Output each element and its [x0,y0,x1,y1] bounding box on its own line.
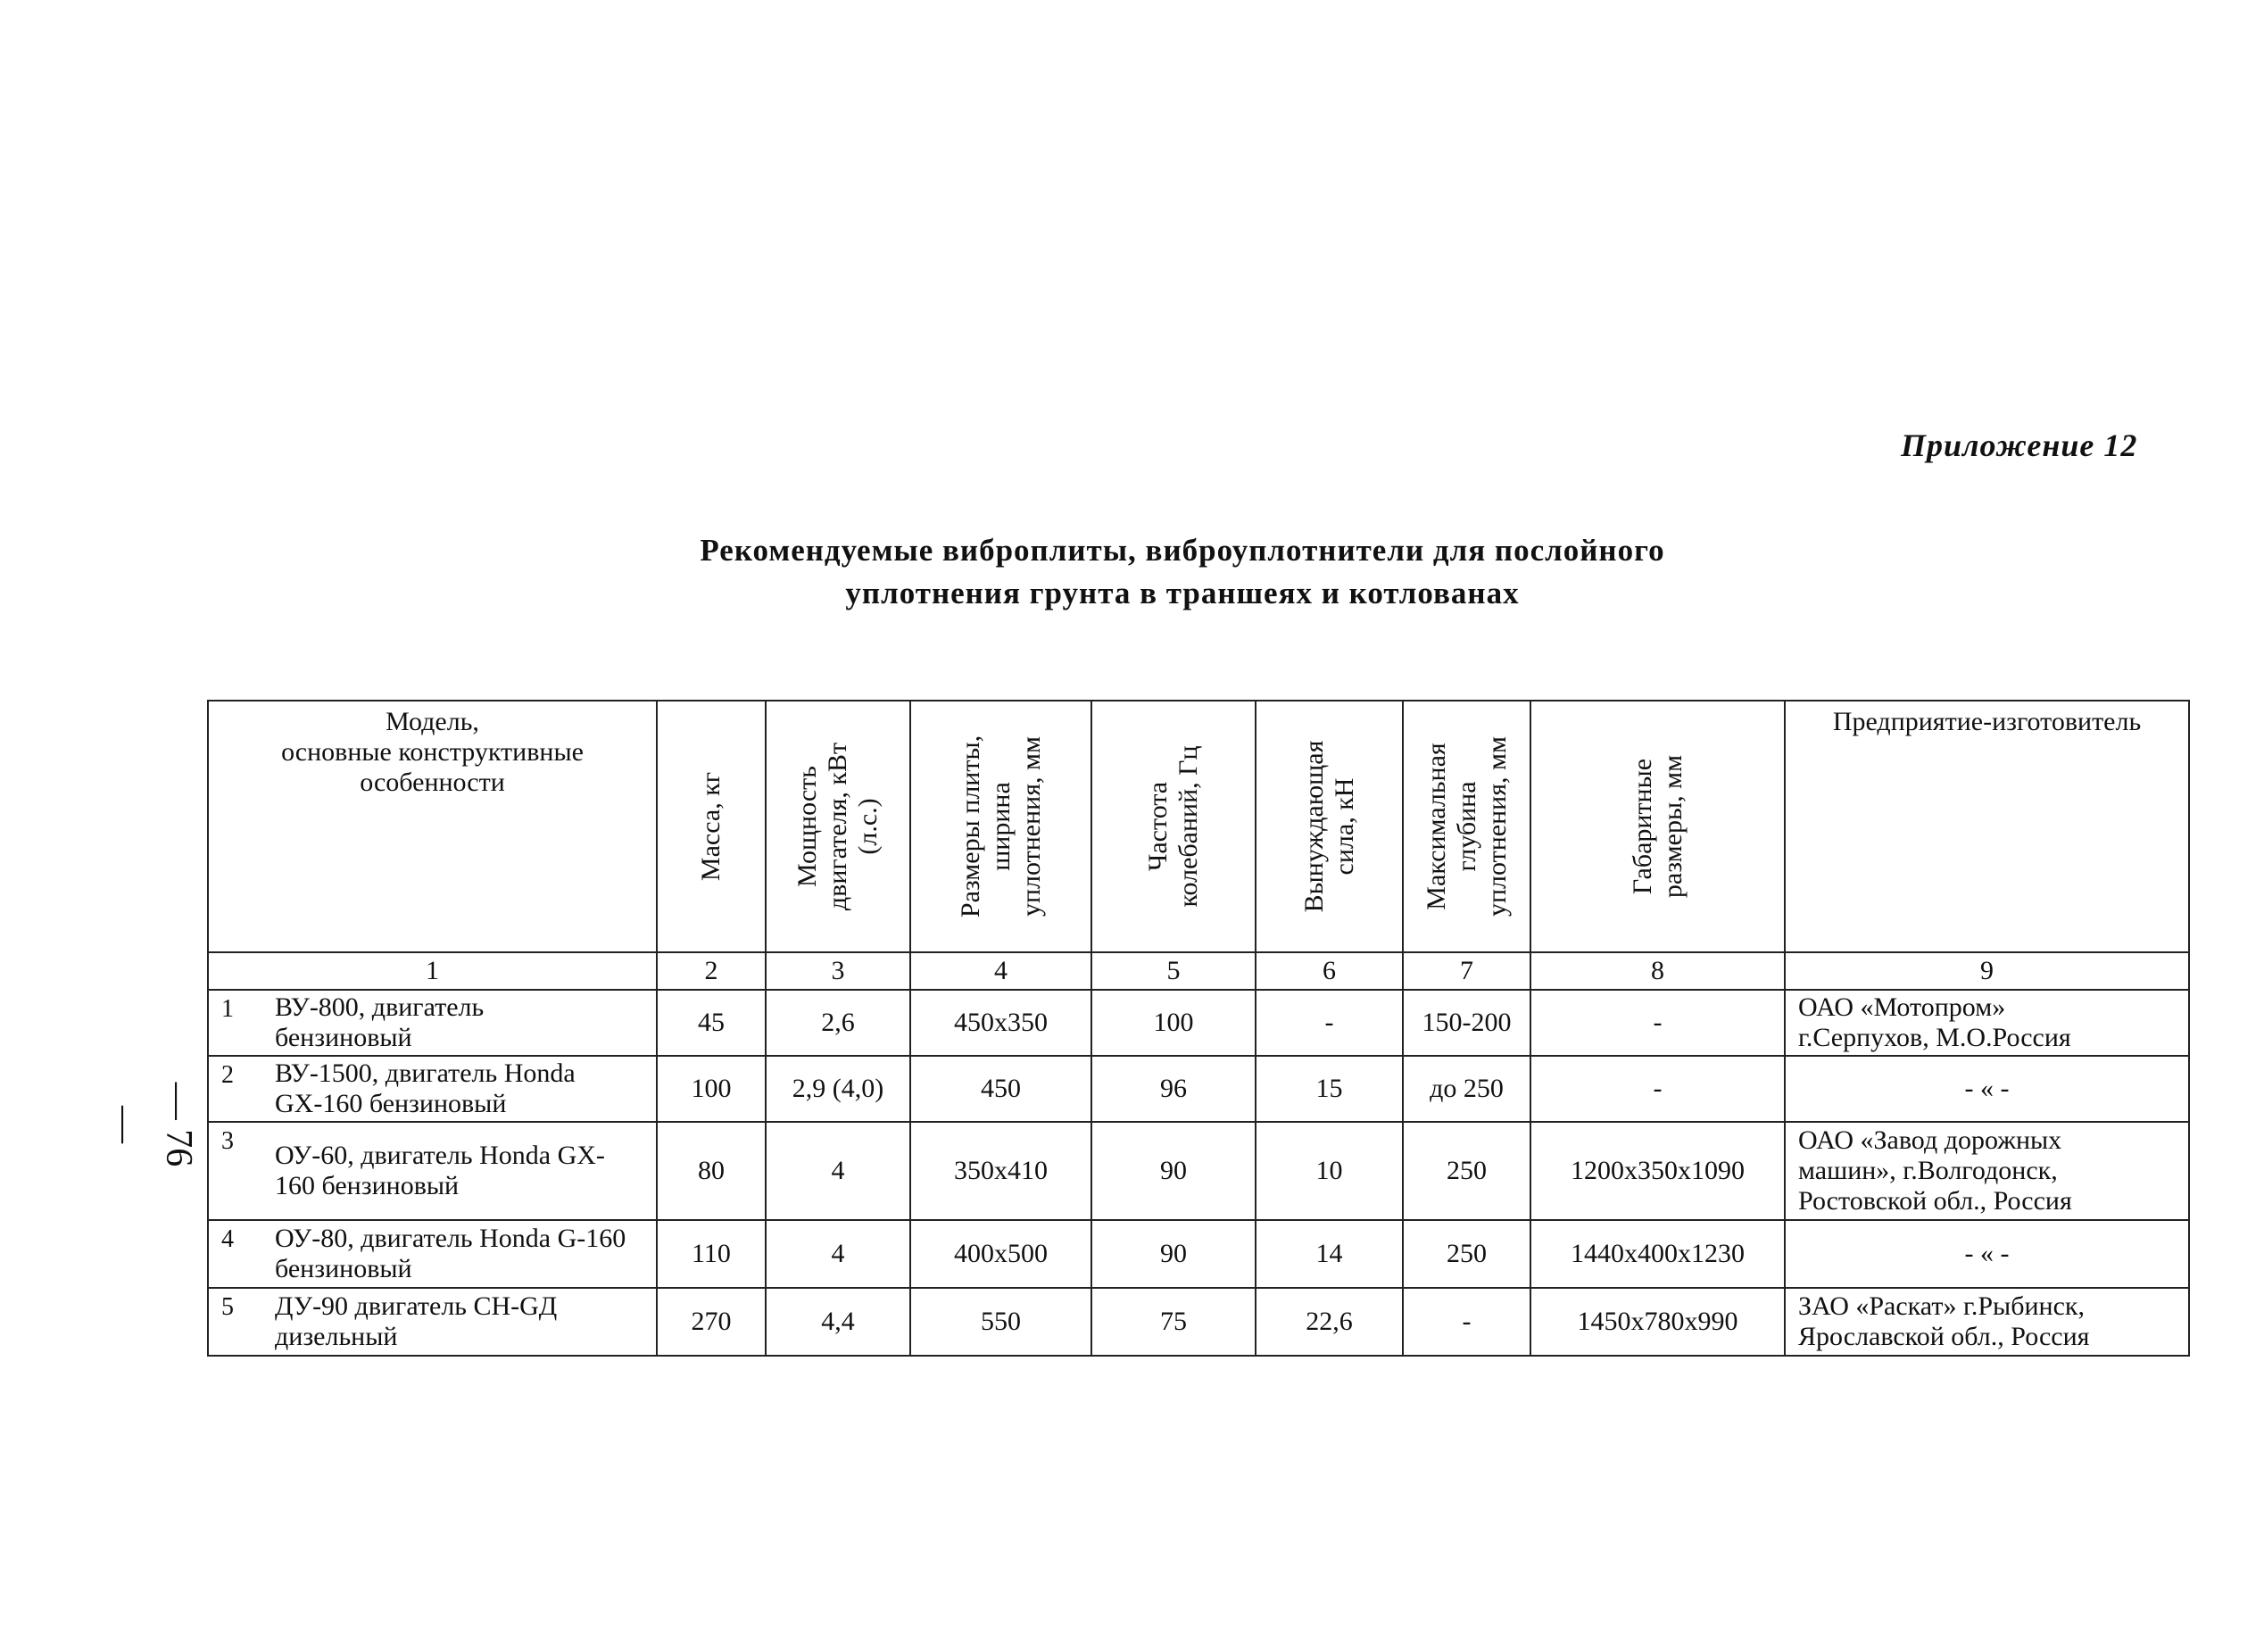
manufacturer-cell: - « - [1785,1220,2189,1288]
dimensions-cell: 1440x400x1230 [1530,1220,1785,1288]
maker-line: ЗАО «Раскат» г.Рыбинск, [1798,1291,2085,1321]
header-mass [657,701,766,952]
header-model [208,701,657,952]
model-line: ОУ-80, двигатель Honda G-160 [275,1224,626,1253]
maker-line: ОАО «Завод дорожных [1798,1125,2062,1155]
mass-cell: 270 [657,1288,766,1356]
model-line: ОУ-60, двигатель Honda GX- [275,1141,605,1170]
column-number: 3 [766,952,910,990]
column-number: 6 [1256,952,1403,990]
force-cell: 10 [1256,1122,1403,1220]
column-number: 1 [208,952,657,990]
frequency-cell: 75 [1091,1288,1256,1356]
row-number: 1 [221,995,234,1023]
model-line: 160 бензиновый [275,1171,460,1200]
table-row [208,990,2189,1056]
header-depth-line: Максимальная [1421,743,1451,910]
header-model-line: особенности [360,768,505,797]
model-line: ДУ-90 двигатель CH-GД [275,1291,558,1321]
model-cell [208,1288,657,1356]
row-number: 2 [221,1061,234,1089]
header-power-line: (л.с.) [853,798,883,855]
manufacturer-cell [1785,990,2189,1056]
header-depth-line: глубина [1451,781,1481,872]
plate-cell: 350x410 [910,1122,1091,1220]
model-cell [208,1122,657,1220]
header-force-line: Вынуждающая [1298,740,1329,913]
maker-line: Ярославской обл., Россия [1798,1322,2090,1351]
depth-cell: 250 [1403,1122,1530,1220]
model-line: бензиновый [275,1023,412,1052]
header-plate-line: ширина [985,782,1016,871]
model-cell [208,990,657,1056]
manufacturer-cell: - « - [1785,1056,2189,1122]
dimensions-cell: - [1530,1056,1785,1122]
row-number: 5 [221,1293,234,1321]
header-power-line: Мощность [792,766,822,887]
header-row [208,701,2189,952]
mass-cell: 110 [657,1220,766,1288]
maker-line: г.Серпухов, М.О.Россия [1798,1023,2071,1052]
force-cell: 22,6 [1256,1288,1403,1356]
plate-cell: 450 [910,1056,1091,1122]
model-line: ВУ-800, двигатель [275,992,485,1022]
maker-line: машин», г.Волгодонск, [1798,1156,2058,1185]
mass-cell: 100 [657,1056,766,1122]
force-cell: 14 [1256,1220,1403,1288]
appendix-label: Приложение 12 [1901,428,2138,463]
page-number: — 76 — [104,1082,199,1167]
model-line: бензиновый [275,1254,412,1283]
column-number: 2 [657,952,766,990]
header-plate-line: уплотнения, мм [1016,736,1046,917]
table-row [208,1220,2189,1288]
column-number: 7 [1403,952,1530,990]
maker-line: Ростовской обл., Россия [1798,1186,2072,1216]
header-model-line: основные конструктивные [281,737,584,767]
model-line: дизельный [275,1322,398,1351]
header-dims-line: Габаритные [1627,758,1657,895]
column-number: 8 [1530,952,1785,990]
header-dimensions [1530,701,1785,952]
force-cell: - [1256,990,1403,1056]
document-title [535,529,1829,615]
title-line-2: уплотнения грунта в траншеях и котлованах [845,576,1520,610]
table-row [208,1122,2189,1220]
header-frequency [1091,701,1256,952]
header-force [1256,701,1403,952]
mass-cell: 45 [657,990,766,1056]
depth-cell: до 250 [1403,1056,1530,1122]
manufacturer-cell [1785,1288,2189,1356]
column-number: 5 [1091,952,1256,990]
table-row [208,1056,2189,1122]
header-depth [1403,701,1530,952]
plate-cell: 400x500 [910,1220,1091,1288]
maker-line: ОАО «Мотопром» [1798,992,2006,1022]
plate-cell: 450x350 [910,990,1091,1056]
manufacturer-cell [1785,1122,2189,1220]
model-line: GX-160 бензиновый [275,1089,507,1118]
column-number-row [208,952,2189,990]
model-cell [208,1220,657,1288]
plate-cell: 550 [910,1288,1091,1356]
depth-cell: - [1403,1288,1530,1356]
header-plate-size [910,701,1091,952]
depth-cell: 150-200 [1403,990,1530,1056]
power-cell: 4,4 [766,1288,910,1356]
model-line: ВУ-1500, двигатель Honda [275,1058,576,1088]
dimensions-cell: 1450x780x990 [1530,1288,1785,1356]
force-cell: 15 [1256,1056,1403,1122]
header-dims-line: размеры, мм [1657,754,1688,899]
table-row [208,1288,2189,1356]
dimensions-cell: - [1530,990,1785,1056]
header-depth-line: уплотнения, мм [1481,736,1512,917]
header-force-line: сила, кН [1329,777,1359,876]
header-model-line: Модель, [386,707,479,736]
dimensions-cell: 1200x350x1090 [1530,1122,1785,1220]
power-cell: 4 [766,1220,910,1288]
frequency-cell: 100 [1091,990,1256,1056]
header-plate-line: Размеры плиты, [955,735,985,918]
frequency-cell: 90 [1091,1122,1256,1220]
row-number: 3 [221,1127,234,1155]
equipment-table [207,700,2190,1357]
header-power-line: двигателя, кВт [823,742,852,911]
header-freq-line: Частота [1143,781,1173,872]
frequency-cell: 96 [1091,1056,1256,1122]
column-number: 4 [910,952,1091,990]
mass-cell: 80 [657,1122,766,1220]
header-manufacturer: Предприятие-изготовитель [1785,701,2189,952]
power-cell: 2,9 (4,0) [766,1056,910,1122]
row-number: 4 [221,1225,234,1253]
column-number: 9 [1785,952,2189,990]
power-cell: 4 [766,1122,910,1220]
model-cell [208,1056,657,1122]
frequency-cell: 90 [1091,1220,1256,1288]
header-freq-line: колебаний, Гц [1173,745,1203,908]
depth-cell: 250 [1403,1220,1530,1288]
title-line-1: Рекомендуемые виброплиты, виброуплотнители для послойного [700,533,1665,568]
header-power [766,701,910,952]
header-mass-line: Масса, кг [696,771,726,882]
power-cell: 2,6 [766,990,910,1056]
